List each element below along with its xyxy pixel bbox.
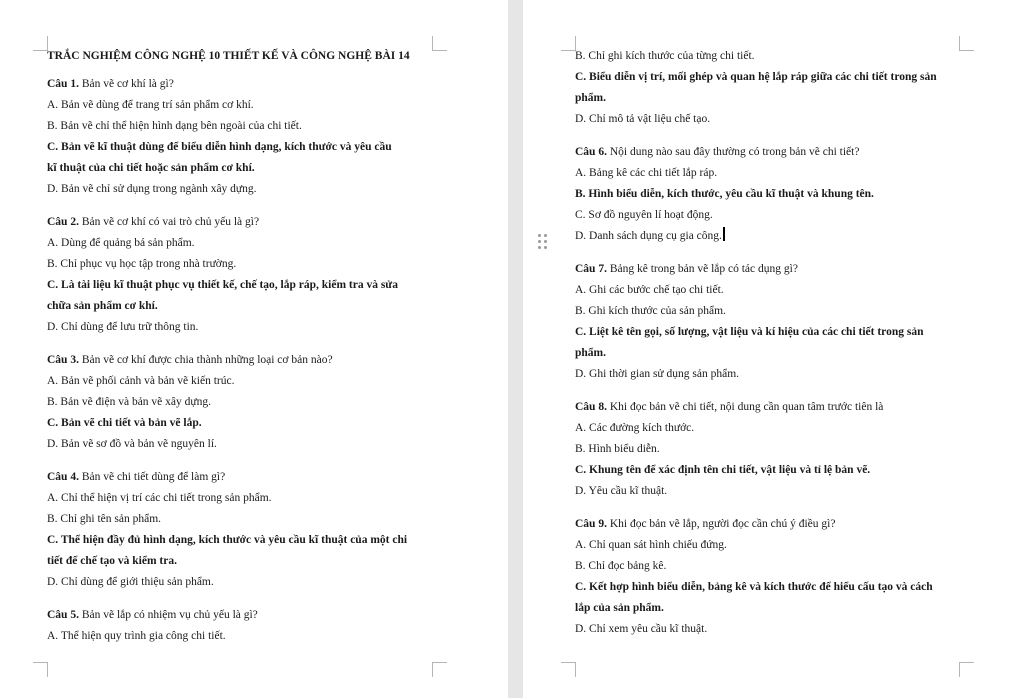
- option-a: A. Chỉ thể hiện vị trí các chi tiết trong sản phẩm.: [47, 492, 272, 504]
- text-cursor: [723, 227, 725, 241]
- question-number: Câu 5.: [47, 609, 79, 621]
- question-4: [47, 467, 447, 593]
- option-a: A. Chỉ quan sát hình chiếu đứng.: [575, 539, 727, 551]
- option-c-correct: C. Bản vẽ kĩ thuật dùng để biểu diễn hình dạng, kích thước và yêu cầu: [47, 141, 392, 153]
- option-b-correct: B. Hình biểu diễn, kích thước, yêu cầu kĩ thuật và khung tên.: [575, 188, 874, 200]
- option-c-correct: C. Bản vẽ chi tiết và bản vẽ lắp.: [47, 417, 202, 429]
- option-b: B. Chỉ ghi tên sản phẩm.: [47, 513, 162, 525]
- crop-mark-top-left: [561, 36, 576, 51]
- option-b: B. Chỉ ghi kích thước của từng chi tiết.: [575, 50, 755, 62]
- question-number: Câu 3.: [47, 354, 79, 366]
- question-text: Bản vẽ chi tiết dùng để làm gì?: [78, 471, 226, 483]
- option-c-correct: C. Liệt kê tên gọi, số lượng, vật liệu và kí hiệu của các chi tiết trong sản: [575, 326, 924, 338]
- option-d: D. Ghi thời gian sử dụng sản phẩm.: [575, 368, 740, 380]
- option-c-correct: C. Thể hiện đầy đủ hình dạng, kích thước và yêu cầu kĩ thuật của một chi: [47, 534, 408, 546]
- question-5: [47, 605, 447, 647]
- question-8-stem: [575, 397, 967, 418]
- option-c: C. Sơ đồ nguyên lí hoạt động.: [575, 209, 713, 221]
- option-c-correct-cont: lắp của sản phẩm.: [575, 602, 664, 614]
- option-c-correct-cont: phẩm.: [575, 92, 606, 104]
- question-text: Bản vẽ cơ khí được chia thành những loại cơ bản nào?: [78, 354, 333, 366]
- document-title: TRẮC NGHIỆM CÔNG NGHỆ 10 THIẾT KẾ VÀ CÔNG NGHỆ BÀI 14: [47, 50, 410, 62]
- crop-mark-top-left: [33, 36, 48, 51]
- option-b: B. Bản vẽ chỉ thể hiện hình dạng bên ngoài của chi tiết.: [47, 120, 302, 132]
- option-d: D. Chỉ xem yêu cầu kĩ thuật.: [575, 623, 708, 635]
- question-6: [575, 142, 967, 247]
- question-text: Khi đọc bản vẽ lắp, người đọc cần chú ý điều gì?: [606, 518, 836, 530]
- question-text: Khi đọc bản vẽ chi tiết, nội dung cần quan tâm trước tiên là: [606, 401, 884, 413]
- crop-mark-bottom-right: [959, 662, 974, 677]
- question-9-stem: [575, 514, 967, 535]
- question-text: Bảng kê trong bản vẽ lắp có tác dụng gì?: [606, 263, 798, 275]
- drag-handle-icon[interactable]: [538, 234, 548, 250]
- question-number: Câu 6.: [575, 146, 607, 158]
- document-page-right[interactable]: [523, 0, 1013, 698]
- page-body-left[interactable]: [47, 46, 447, 647]
- option-b: B. Ghi kích thước của sản phẩm.: [575, 305, 726, 317]
- option-c-correct: C. Khung tên để xác định tên chi tiết, vật liệu và tỉ lệ bản vẽ.: [575, 464, 871, 476]
- option-d-text: D. Danh sách dụng cụ gia công.: [575, 230, 722, 242]
- option-a: A. Ghi các bước chế tạo chi tiết.: [575, 284, 724, 296]
- question-1-stem: [47, 74, 447, 95]
- option-a: A. Bản vẽ dùng để trang trí sản phẩm cơ khí.: [47, 99, 254, 111]
- option-c-correct: C. Kết hợp hình biểu diễn, bảng kê và kích thước để hiểu cấu tạo và cách: [575, 581, 933, 593]
- option-c-correct-cont: phẩm.: [575, 347, 606, 359]
- option-b: B. Bản vẽ điện và bản vẽ xây dựng.: [47, 396, 211, 408]
- question-number: Câu 4.: [47, 471, 79, 483]
- option-a: A. Thể hiện quy trình gia công chi tiết.: [47, 630, 226, 642]
- option-d: D. Bản vẽ sơ đồ và bản vẽ nguyên lí.: [47, 438, 217, 450]
- option-c-correct-cont: kĩ thuật của chi tiết hoặc sản phẩm cơ khí.: [47, 162, 255, 174]
- option-d: D. Chỉ dùng để lưu trữ thông tin.: [47, 321, 199, 333]
- question-1: [47, 74, 447, 200]
- option-d: D. Chỉ mô tả vật liệu chế tạo.: [575, 113, 711, 125]
- question-3-stem: [47, 350, 447, 371]
- question-number: Câu 9.: [575, 518, 607, 530]
- question-9: [575, 514, 967, 640]
- question-number: Câu 7.: [575, 263, 607, 275]
- option-c-correct-cont: tiết để chế tạo và kiểm tra.: [47, 555, 177, 567]
- option-c-correct: C. Là tài liệu kĩ thuật phục vụ thiết kế, chế tạo, lắp ráp, kiểm tra và sửa: [47, 279, 398, 291]
- crop-mark-bottom-right: [432, 662, 447, 677]
- question-text: Bản vẽ cơ khí là gì?: [78, 78, 174, 90]
- question-5-stem: [47, 605, 447, 626]
- option-a: A. Bản vẽ phối cảnh và bản vẽ kiến trúc.: [47, 375, 235, 387]
- option-d-with-cursor[interactable]: [575, 226, 967, 247]
- question-number: Câu 2.: [47, 216, 79, 228]
- option-b: B. Chỉ đọc bảng kê.: [575, 560, 667, 572]
- question-2: [47, 212, 447, 338]
- question-8: [575, 397, 967, 502]
- option-d: D. Bản vẽ chỉ sử dụng trong ngành xây dựng.: [47, 183, 257, 195]
- question-7: [575, 259, 967, 385]
- question-text: Bản vẽ lắp có nhiệm vụ chủ yếu là gì?: [78, 609, 258, 621]
- crop-mark-bottom-left: [561, 662, 576, 677]
- option-c-correct-cont: chữa sản phẩm cơ khí.: [47, 300, 158, 312]
- option-d: D. Chỉ dùng để giới thiệu sản phẩm.: [47, 576, 214, 588]
- question-number: Câu 8.: [575, 401, 607, 413]
- question-number: Câu 1.: [47, 78, 79, 90]
- page-body-right[interactable]: [575, 46, 967, 640]
- option-a: A. Dùng để quảng bá sản phẩm.: [47, 237, 195, 249]
- option-b: B. Chỉ phục vụ học tập trong nhà trường.: [47, 258, 237, 270]
- question-5-continued: [575, 46, 967, 130]
- question-text: Bản vẽ cơ khí có vai trò chủ yếu là gì?: [78, 216, 260, 228]
- page-gutter: [508, 0, 523, 698]
- question-text: Nội dung nào sau đây thường có trong bản vẽ chi tiết?: [606, 146, 860, 158]
- question-6-stem: [575, 142, 967, 163]
- question-3: [47, 350, 447, 455]
- option-d: D. Yêu cầu kĩ thuật.: [575, 485, 668, 497]
- question-2-stem: [47, 212, 447, 233]
- option-b: B. Hình biểu diễn.: [575, 443, 660, 455]
- option-a: A. Các đường kích thước.: [575, 422, 695, 434]
- option-c-correct: C. Biểu diễn vị trí, mối ghép và quan hệ lắp ráp giữa các chi tiết trong sản: [575, 71, 937, 83]
- question-4-stem: [47, 467, 447, 488]
- option-a: A. Bảng kê các chi tiết lắp ráp.: [575, 167, 718, 179]
- crop-mark-bottom-left: [33, 662, 48, 677]
- question-7-stem: [575, 259, 967, 280]
